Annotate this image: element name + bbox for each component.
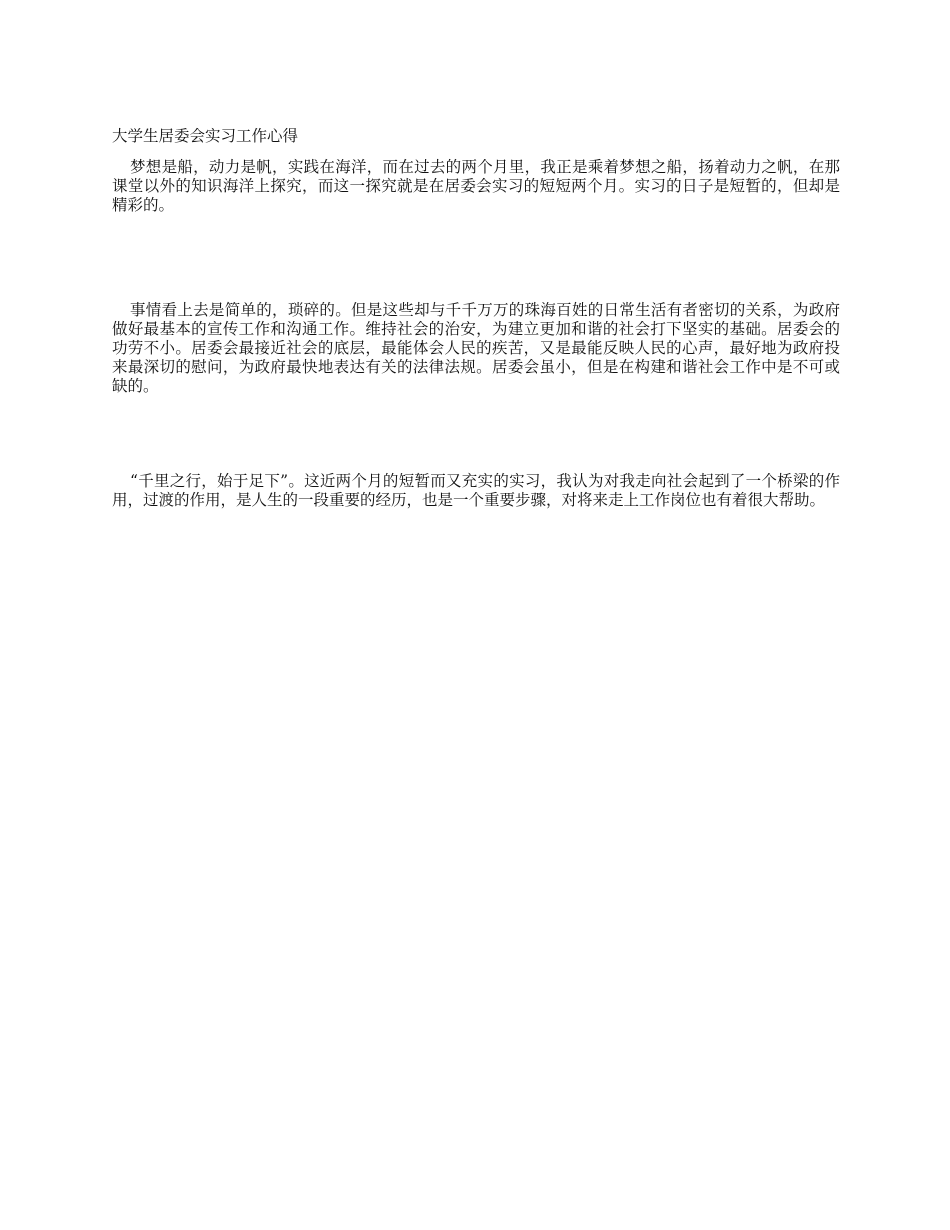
paragraph-3: “千里之行，始于足下”。这近两个月的短暂而又充实的实习，我认为对我走向社会起到了一个桥梁的作用，过渡的作用，是人生的一段重要的经历，也是一个重要步骤，对将来走上工作岗位也有着很大帮助。 (112, 472, 840, 509)
document-body (112, 126, 840, 510)
paragraph-1: 梦想是船，动力是帆，实践在海洋，而在过去的两个月里，我正是乘着梦想之船，扬着动力之帆，在那课堂以外的知识海洋上探究，而这一探究就是在居委会实习的短短两个月。实习的日子是短暂的，但却是精彩的。 (112, 158, 840, 214)
paragraph-2: 事情看上去是简单的，琐碎的。但是这些却与千千万万的珠海百姓的日常生活有者密切的关系，为政府做好最基本的宣传工作和沟通工作。维持社会的治安，为建立更加和谐的社会打下坚实的基础。居委会的功劳不小。居委会最接近社会的底层，最能体会人民的疾苦，又是最能反映人民的心声，最好地为政府投来最深切的慰问，为政府最快地表达有关的法律法规。居委会虽小，但是在构建和谐社会工作中是不可或缺的。 (112, 301, 840, 395)
document-title: 大学生居委会实习工作心得 (112, 127, 299, 145)
